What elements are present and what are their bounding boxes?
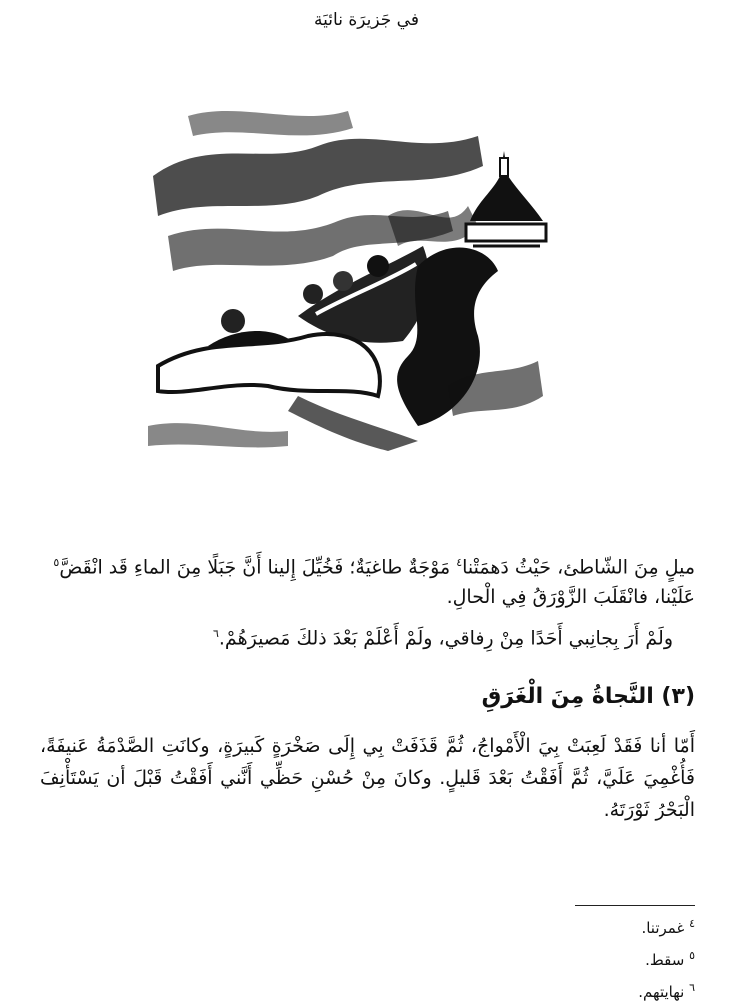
paragraph-1 [40,548,695,612]
footnote-6 [395,974,695,1006]
footnote-5-num: ٥ [689,949,695,962]
footnote-4 [395,910,695,942]
paragraph-2 [40,619,695,653]
paragraph-3: أَمّا أنا فَقَدْ لَعِبَتْ بِيَ الْأَمْواجُ، ثُمَّ قَذَفَتْ بِي إِلَى صَخْرَةٍ كَبيرَةٍ، وكانَتِ الصَّدْمَةُ عَنيفَةً، فَأُغْمِيَ عَلَيَّ، ثُمَّ أَفَقْتُ بَعْدَ قَليلٍ. وكانَ مِنْ حُسْنِ حَظِّي أَنَّني أَفَقْتُ قَبْلَ أن يَسْتَأْنِفَ الْبَحْرُ ثَوْرَتَهُ. [40,735,695,821]
footnote-ref-5[interactable]: ٥ [53,556,60,569]
running-head: في جَزيرَة نائيَة [314,10,419,30]
shipwreck-illustration [148,96,548,456]
footnote-6-num: ٦ [689,981,695,994]
footnote-divider [575,905,695,906]
footnote-ref-6[interactable]: ٦ [212,627,219,640]
section-heading: (٣) النَّجاةُ مِنَ الْغَرَقِ [481,684,695,709]
footnote-6-text: نهايتهم. [638,983,690,1001]
footnote-5 [395,942,695,974]
footnote-4-text: غمرتنا. [641,919,690,937]
storm-sky [153,111,483,271]
footnote-5-text: سقط. [645,951,690,969]
footnotes [395,910,695,1006]
paragraph-1-line-1 [40,548,695,582]
paragraph-1-text-a: ميلٍ مِنَ الشّاطئ، حَيْثُ دَهمَتْنا [462,556,695,579]
footnote-ref-4[interactable]: ٤ [456,556,463,569]
paragraph-1-text-b: مَوْجَةٌ طاغيَةٌ؛ فَخُيِّلَ إِلينا أَنَّ جَبَلًا مِنَ الماءِ قَد انْقَضَّ [59,556,457,579]
footnote-4-num: ٤ [689,917,695,930]
paragraph-2-text: ولَمْ أَرَ بِجانِبي أَحَدًا مِنْ رِفاقي، ولَمْ أَعْلَمْ بَعْدَ ذلكَ مَصيرَهُمْ. [218,627,673,650]
paragraph-1-line-2: عَلَيْنا، فانْقَلَبَ الزَّوْرَقُ فِي الْحالِ. [446,586,695,609]
